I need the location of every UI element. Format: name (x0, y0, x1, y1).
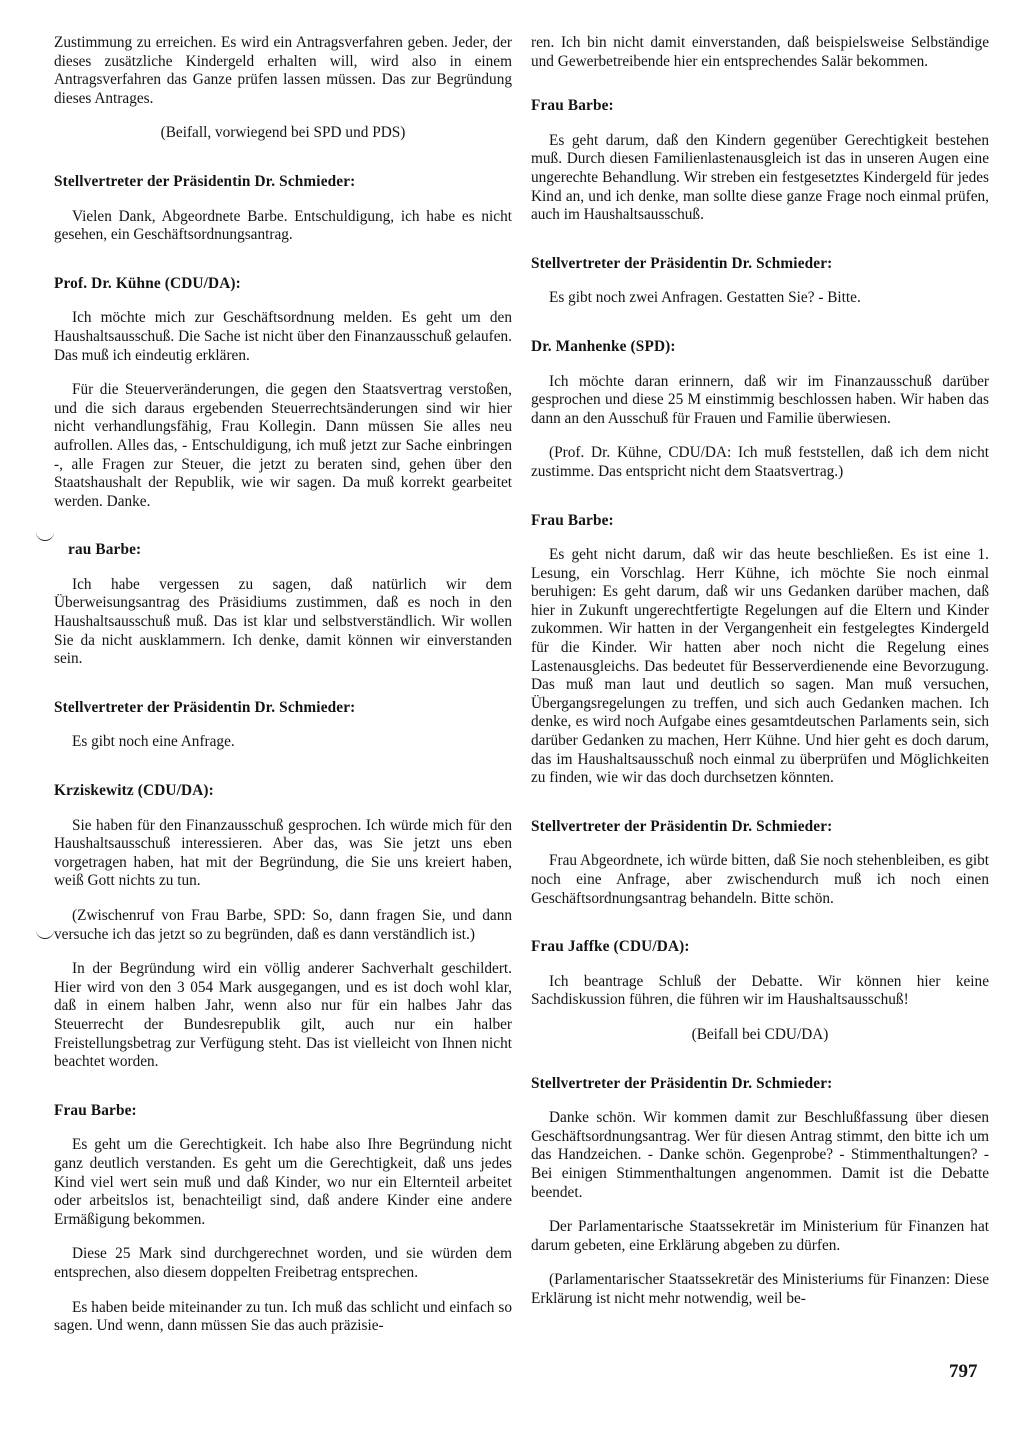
right-column (531, 34, 989, 1325)
speaker-heading: Stellvertreter der Präsidentin Dr. Schmieder: (531, 1074, 833, 1092)
pen-mark (36, 928, 54, 939)
paragraph: Es geht darum, daß den Kindern gegenüber Gerechtigkeit bestehen muß. Durch diesen Familienlastenausgleich ist das in unseren Augen eine ungerechte Behandlung. Wir streben ein festgesetztes Kindergeld für jedes Kind an, und ich denke, man sollte diese ganze Frage noch einmal prüfen, auch im Haushaltsausschuß. (531, 131, 989, 224)
speaker-heading: Frau Jaffke (CDU/DA): (531, 938, 690, 956)
speaker-heading: Krziskewitz (CDU/DA): (54, 782, 214, 800)
speaker-heading: Stellvertreter der Präsidentin Dr. Schmieder: (531, 817, 833, 835)
paragraph: Diese 25 Mark sind durchgerechnet worden, und sie würden dem entsprechen, also diesem doppelten Freibetrag entsprechen. (54, 1245, 512, 1281)
left-column (54, 34, 512, 1352)
paragraph: Es geht um die Gerechtigkeit. Ich habe also Ihre Begründung nicht ganz deutlich verstanden. Es geht um die Gerechtigkeit, daß uns jedes Kind viel wert sein muß und daß Kinder, wo nur ein Elternteil arbeitet oder arbeitslos ist, benachteiligt sind, daß andere Kinder eine andere Ermäßigung bekommen. (54, 1136, 512, 1228)
speaker-heading: Stellvertreter der Präsidentin Dr. Schmieder: (531, 254, 833, 272)
paragraph: Es gibt noch zwei Anfragen. Gestatten Sie? - Bitte. (549, 289, 861, 307)
speaker-heading: Dr. Manhenke (SPD): (531, 337, 676, 355)
paragraph: Frau Abgeordnete, ich würde bitten, daß Sie noch stehenbleiben, es gibt noch eine Anfrage, aber zwischendurch muß ich noch einen Geschäftsordnungsantrag behandeln. Bitte schön. (531, 852, 989, 907)
paragraph: Für die Steuerveränderungen, die gegen den Staatsvertrag verstoßen, und die sich daraus ergebenden Steuerrechtsänderungen sind wir hier nicht verhandlungsfähig, Frau Kollegin. Dann müssen Sie alles neu aufrollen. Alles das, - Entschuldigung, ich muß jetzt zur Sache einbringen -, alle Fragen zur Steuer, die jetzt zu beraten sind, gehen über den Staatshaushalt der Republik, wie wir sagen. Da muß korrekt gearbeitet werden. Danke. (54, 381, 512, 510)
speaker-heading: Stellvertreter der Präsidentin Dr. Schmieder: (54, 698, 356, 716)
paragraph: In der Begründung wird ein völlig anderer Sachverhalt geschildert. Hier wird von den 3 054 Mark ausgegangen, und es ist doch wohl klar, daß in einem halben Jahr, wenn also nur für ein halbes Jahr das Steuerrecht der Bundesrepublik gilt, auch nur ein halber Freistellungsbetrag zur Verfügung steht. Das ist vielleicht von Ihnen nicht beachtet worden. (54, 960, 512, 1071)
interjection: (Zwischenruf von Frau Barbe, SPD: So, dann fragen Sie, und dann versuche ich das jetzt so zu begründen, daß es dann verständlich ist.) (54, 907, 512, 943)
speaker-heading: Frau Barbe: (531, 97, 614, 115)
paragraph: Ich beantrage Schluß der Debatte. Wir können hier keine Sachdiskussion führen, die führen wir im Haushaltsausschuß! (531, 972, 989, 1009)
paragraph: Ich habe vergessen zu sagen, daß natürlich wir dem Überweisungsantrag des Präsidiums zustimmen, daß es noch in den Haushaltsausschuß muß. Das ist klar und selbstverständlich. Wir wollen Sie da nicht ausklammern. Ich denke, damit können wir einverstanden sein. (54, 575, 512, 668)
pen-mark (36, 530, 54, 541)
page-number: 797 (949, 1361, 978, 1382)
speaker-heading: Frau Barbe: (531, 511, 614, 529)
paragraph: Ich möchte daran erinnern, daß wir im Finanzausschuß darüber gesprochen und diese 25 M einstimmig beschlossen haben. Wir haben das dann an den Ausschuß für Frauen und Familie überwiesen. (531, 372, 989, 427)
paragraph: Es haben beide miteinander zu tun. Ich muß das schlicht und einfach so sagen. Und wenn, dann müssen Sie das auch präzisie- (54, 1298, 512, 1335)
interjection: (Beifall, vorwiegend bei SPD und PDS) (160, 124, 406, 142)
speaker-heading: rau Barbe: (68, 541, 142, 559)
interjection: (Beifall bei CDU/DA) (691, 1025, 829, 1043)
speaker-heading: Stellvertreter der Präsidentin Dr. Schmieder: (54, 172, 356, 190)
paragraph: Danke schön. Wir kommen damit zur Beschlußfassung über diesen Geschäftsordnungsantrag. Wer für diesen Antrag stimmt, den bitte ich um das Handzeichen. - Danke schön. Gegenprobe? - Stimmenthaltungen? - Bei einigen Stimmenthaltungen angenommen. Damit ist die Debatte beendet. (531, 1109, 989, 1201)
paragraph: Es gibt noch eine Anfrage. (72, 733, 235, 751)
paragraph: Sie haben für den Finanzausschuß gesprochen. Ich würde mich für den Haushaltsausschuß interessieren. Aber das, was Sie jetzt uns eben vorgetragen haben, hat mit der Begründung, die Sie uns kreiert haben, weiß Gott nichts zu tun. (54, 816, 512, 890)
interjection: (Parlamentarischer Staatssekretär des Ministeriums für Finanzen: Diese Erklärung ist nicht mehr notwendig, weil be- (531, 1271, 989, 1307)
paragraph: Zustimmung zu erreichen. Es wird ein Antragsverfahren geben. Jeder, der dieses zusätzliche Kindergeld erhalten will, wird also in einem Antragsverfahren das Ganze prüfen lassen müssen. Das zur Begründung dieses Antrages. (54, 34, 512, 107)
paragraph: Ich möchte mich zur Geschäftsordnung melden. Es geht um den Haushaltsausschuß. Die Sache ist nicht über den Finanzausschuß gelaufen. Das muß ich eindeutig erklären. (54, 309, 512, 364)
paragraph: Es geht nicht darum, daß wir das heute beschließen. Es ist eine 1. Lesung, ein Vorschlag. Herr Kühne, ich möchte Sie noch einmal beruhigen: Es geht darum, daß wir uns Gedanken darüber machen, daß hier in Zukunft ungerechtfertigte Regelungen auf die Eltern und Kinder zukommen. Wir hatten in der Vergangenheit ein festgelegtes Kindergeld für die Kinder. Wir hatten aber noch nicht die Regelung eines Lastenausgleichs. Das bedeutet für Besserverdienende eine Bevorzugung. Das muß man laut und deutlich so sagen. Man muß versuchen, Übergangsregelungen zu treffen, und sich auch Gedanken machen. Ich denke, es wird noch Aufgabe eines gesamtdeutschen Parlaments sein, sich darüber Gedanken zu machen, Herr Kühne. Und hier geht es doch darum, das im Haushaltsausschuß noch einmal zu überprüfen und Möglichkeiten zu finden, wie wir das doch durchsetzen könnten. (531, 546, 989, 787)
speaker-heading: Prof. Dr. Kühne (CDU/DA): (54, 274, 241, 292)
interjection: (Prof. Dr. Kühne, CDU/DA: Ich muß feststellen, daß ich dem nicht zustimme. Das entspricht nicht dem Staatsvertrag.) (531, 444, 989, 480)
speaker-heading: Frau Barbe: (54, 1101, 137, 1119)
paragraph: Vielen Dank, Abgeordnete Barbe. Entschuldigung, ich habe es nicht gesehen, ein Geschäftsordnungsantrag. (54, 207, 512, 244)
paragraph: Der Parlamentarische Staatssekretär im Ministerium für Finanzen hat darum gebeten, eine Erklärung abgeben zu dürfen. (531, 1218, 989, 1254)
paragraph: ren. Ich bin nicht damit einverstanden, daß beispielsweise Selbständige und Gewerbetreibende hier ein entsprechendes Salär bekommen. (531, 34, 989, 70)
